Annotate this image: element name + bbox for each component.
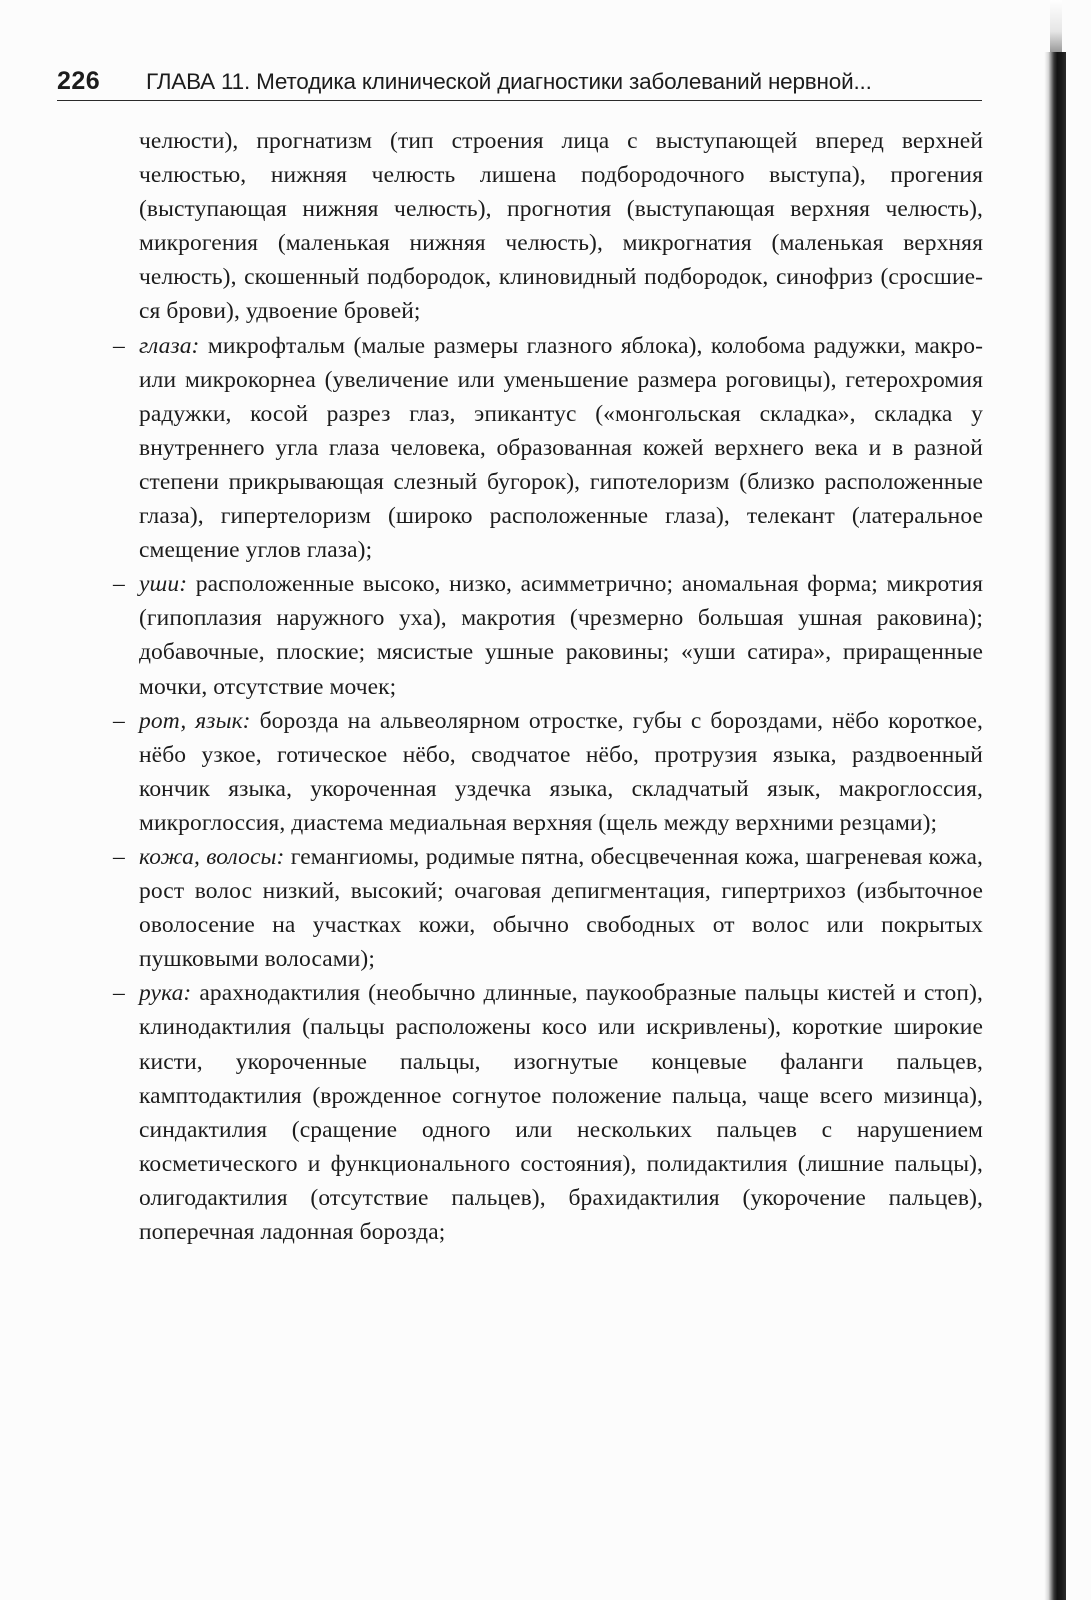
list-item-text: расположенные высоко, низко, асимметрично; аномальная форма; микротия (гипоплазия наружного уха), макротия (чрезмерно большая ушная раковина); добавочные, плоские; мясистые ушные раковины; «уши сатира», приращенные мочки, отсутствие мочек; xyxy=(139,571,983,700)
scan-edge-shadow-top xyxy=(1050,0,1062,52)
list-item-term: глаза: xyxy=(139,332,208,359)
paragraph-text: челюсти), прогнатизм (тип строения лица с выступающей вперед верхней челюстью, нижняя челюсть лишена подбородочного выступа), прогения (выступающая нижняя челюсть), прогнотия (выступающая верхняя челюсть), микрогения (маленькая нижняя челюсть), микрогнатия (маленькая верхняя челюсть), скошенный подбородок, клиновидный подбородок, синофриз (сросшиеся брови), удвоение бровей; xyxy=(139,128,983,325)
list-item-hand xyxy=(111,976,983,1249)
list-item-mouth-tongue xyxy=(111,704,983,840)
list-dash: – xyxy=(113,571,125,598)
list-item-text: микрофтальм (малые размеры глазного яблока), колобома радужки, макро- или микрокорнеа (увеличение или уменьшение размера роговицы), гетерохромия радужки, косой разрез глаз, эпикантус («монгольская складка», складка у внутреннего угла глаза человека, образованная кожей верхнего века и в разной степени прикрывающая слезный бугорок), гипотелоризм (близко расположенные глаза), гипертелоризм (широко расположенные глаза), телекант (латеральное смещение углов глаза); xyxy=(139,332,983,564)
list-item-skin-hair xyxy=(111,840,983,976)
list-dash: – xyxy=(113,980,125,1007)
list-item-term: рука: xyxy=(139,980,200,1007)
list-dash: – xyxy=(113,843,125,870)
running-title: ГЛАВА 11. Методика клинической диагностики заболеваний нервной... xyxy=(146,69,872,94)
list-item-text: борозда на альвеолярном отростке, губы с бороздами, нёбо короткое, нёбо узкое, готическое нёбо, сводчатое нёбо, протрузия языка, раздвоенный кончик языка, укороченная уздечка языка, складчатый язык, макроглоссия, микроглоссия, диастема медиальная верхняя (щель между верхними резцами); xyxy=(139,707,984,836)
list-item-text: арахнодактилия (необычно длинные, паукообразные пальцы кистей и стоп), клинодактилия (пальцы расположены косо или искривлены), короткие широкие кисти, укороченные пальцы, изогнутые концевые фаланги пальцев, камптодактилия (врожденное согнутое положение пальца, чаще всего мизинца), синдактилия (сращение одного или нескольких пальцев с нарушением косметического и функционального состояния), полидактилия (лишние пальцы), олигодактилия (отсутствие пальцев), брахидактилия (укорочение пальцев), поперечная ладонная борозда; xyxy=(139,980,983,1245)
list-item-term: рот, язык: xyxy=(139,707,260,734)
paragraph-continuation xyxy=(111,124,983,329)
list-item-eyes xyxy=(111,329,983,568)
page-number: 226 xyxy=(57,67,101,95)
list-item-ears xyxy=(111,567,983,703)
running-header xyxy=(57,66,982,100)
list-item-term: кожа, волосы: xyxy=(139,843,291,870)
scan-binding-shadow xyxy=(1044,52,1066,1600)
body-text xyxy=(111,124,983,1249)
header-rule xyxy=(57,100,982,101)
list-dash: – xyxy=(113,707,125,734)
list-item-text: гемангиомы, родимые пятна, обесцвеченная кожа, шагреневая кожа, рост волос низкий, высокий; очаговая депигментация, гипертрихоз (избыточное оволосение на участках кожи, обычно свободных от волос или покрытых пушковыми волосами); xyxy=(139,843,983,973)
list-dash: – xyxy=(113,332,125,359)
list-item-term: уши: xyxy=(139,571,196,598)
